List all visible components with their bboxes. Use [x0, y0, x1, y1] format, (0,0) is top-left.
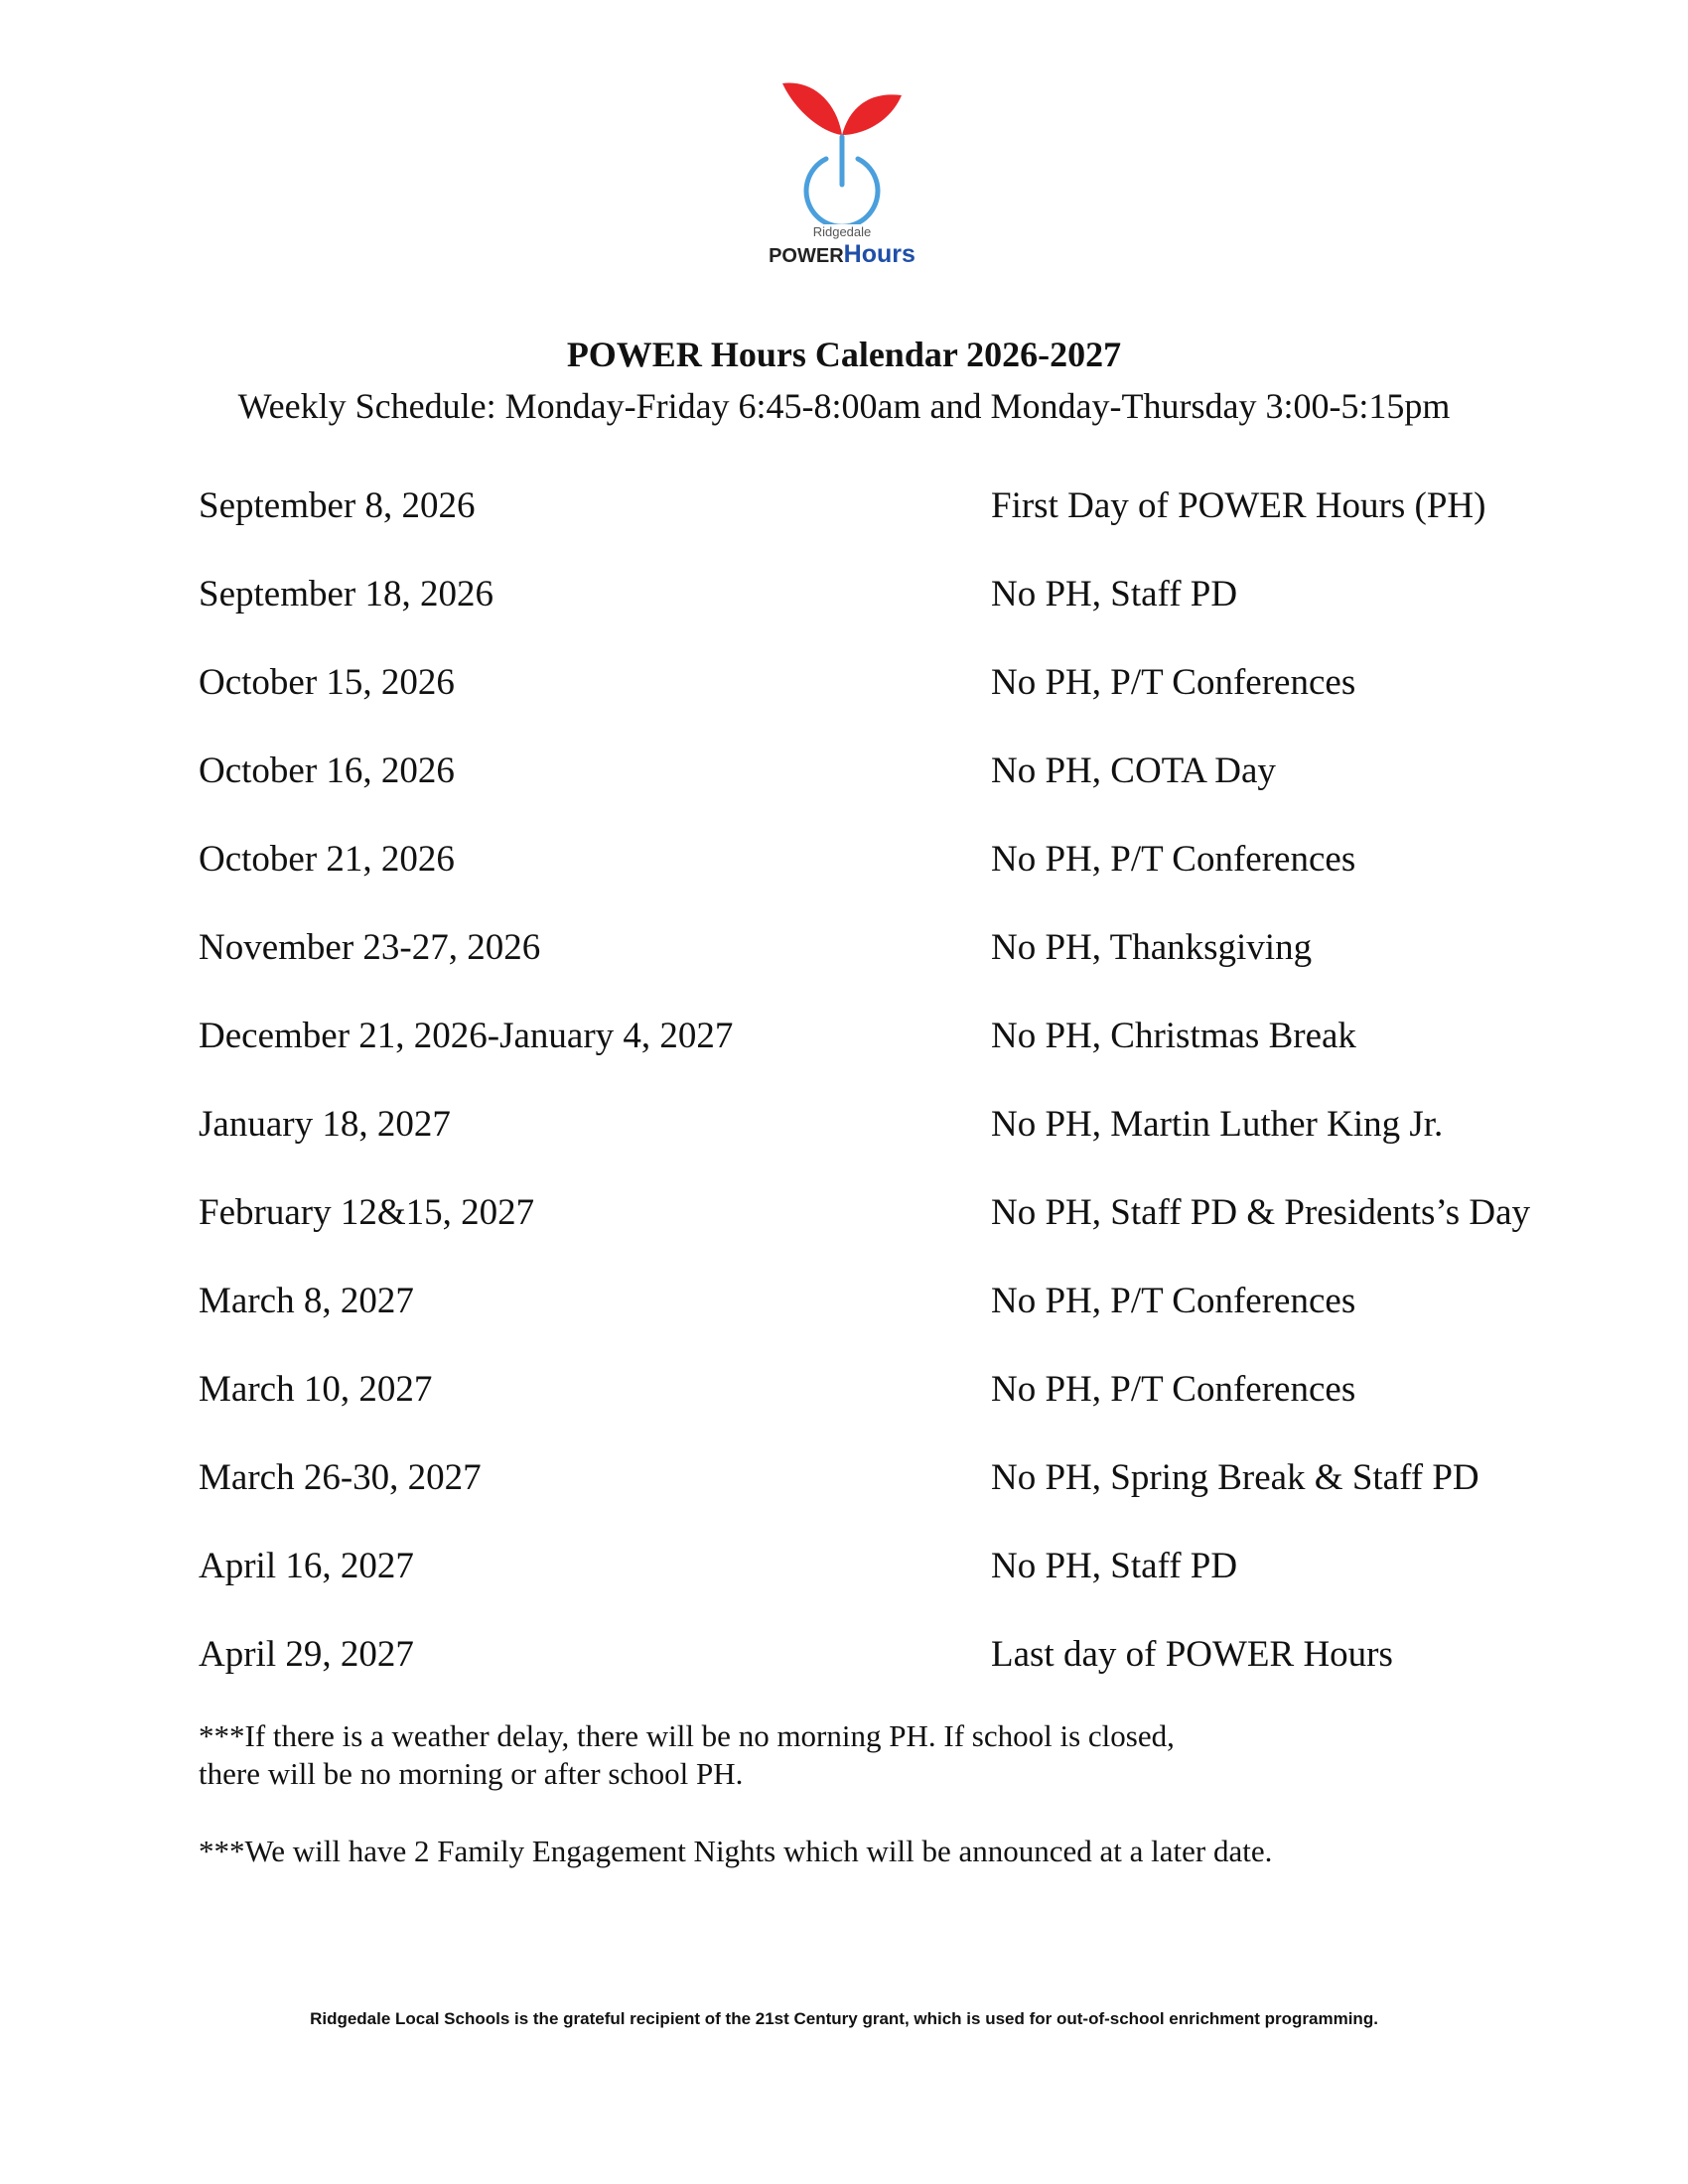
family-engagement-note: ***We will have 2 Family Engagement Nights which will be announced at a later date.	[199, 1834, 1273, 1868]
schedule-event: No PH, Thanksgiving	[991, 927, 1313, 968]
schedule-event: No PH, Spring Break & Staff PD	[991, 1457, 1479, 1498]
schedule-row	[199, 1007, 1589, 1095]
schedule-event: First Day of POWER Hours (PH)	[991, 485, 1486, 526]
schedule-date: March 8, 2027	[199, 1281, 414, 1321]
schedule-event: Last day of POWER Hours	[991, 1634, 1393, 1675]
schedule-event: No PH, Staff PD	[991, 1546, 1238, 1586]
schedule-row	[199, 742, 1589, 830]
schedule-date: January 18, 2027	[199, 1104, 451, 1145]
logo-subname: Ridgedale	[812, 224, 872, 239]
schedule-date: October 15, 2026	[199, 662, 455, 703]
schedule-event: No PH, P/T Conferences	[991, 839, 1356, 880]
schedule-event: No PH, COTA Day	[991, 751, 1276, 791]
schedule-row	[199, 1272, 1589, 1360]
schedule-row	[199, 1095, 1589, 1183]
schedule-row	[199, 1360, 1589, 1448]
weekly-schedule: Weekly Schedule: Monday-Friday 6:45-8:00am and Monday-Thursday 3:00-5:15pm	[237, 386, 1451, 426]
grant-footer: Ridgedale Local Schools is the grateful recipient of the 21st Century grant, which is used for out-of-school enrichment programming.	[310, 2009, 1378, 2028]
schedule-date: March 26-30, 2027	[199, 1457, 482, 1498]
schedule-row	[199, 653, 1589, 742]
schedule-date: March 10, 2027	[199, 1369, 433, 1410]
schedule-date: February 12&15, 2027	[199, 1192, 535, 1233]
schedule-event: No PH, P/T Conferences	[991, 1281, 1356, 1321]
logo-brand	[763, 240, 921, 269]
schedule-event: No PH, Staff PD	[991, 574, 1238, 614]
page-title: POWER Hours Calendar 2026-2027	[566, 335, 1122, 374]
schedule-row	[199, 565, 1589, 653]
logo-brand-power: POWER	[769, 245, 844, 267]
schedule-date: April 29, 2027	[199, 1634, 414, 1675]
logo-brand-hours: Hours	[843, 240, 915, 268]
schedule-date: October 21, 2026	[199, 839, 455, 880]
right-leaf	[842, 94, 902, 135]
left-leaf	[782, 82, 842, 135]
schedule-row	[199, 1625, 1589, 1713]
schedule-date: September 8, 2026	[199, 485, 476, 526]
schedule-row	[199, 830, 1589, 918]
schedule-event: No PH, Christmas Break	[991, 1016, 1356, 1056]
schedule-date: October 16, 2026	[199, 751, 455, 791]
schedule-row	[199, 1537, 1589, 1625]
weather-note-line1: ***If there is a weather delay, there will be no morning PH. If school is closed,	[199, 1718, 1175, 1753]
sprout-power-icon	[763, 75, 921, 224]
schedule-row	[199, 918, 1589, 1007]
weather-note-line2: there will be no morning or after school PH.	[199, 1756, 744, 1791]
schedule-row	[199, 1448, 1589, 1537]
schedule-date: April 16, 2027	[199, 1546, 414, 1586]
schedule-event: No PH, Staff PD & Presidents’s Day	[991, 1192, 1531, 1233]
schedule-event: No PH, P/T Conferences	[991, 662, 1356, 703]
schedule-row	[199, 477, 1589, 565]
schedule-row	[199, 1183, 1589, 1272]
schedule-date: December 21, 2026-January 4, 2027	[199, 1016, 734, 1056]
schedule-date: September 18, 2026	[199, 574, 493, 614]
weather-note	[199, 1717, 1489, 1793]
schedule-event: No PH, P/T Conferences	[991, 1369, 1356, 1410]
schedule-list	[199, 477, 1589, 1713]
schedule-date: November 23-27, 2026	[199, 927, 541, 968]
schedule-event: No PH, Martin Luther King Jr.	[991, 1104, 1444, 1145]
ridgedale-power-hours-logo	[763, 75, 921, 274]
